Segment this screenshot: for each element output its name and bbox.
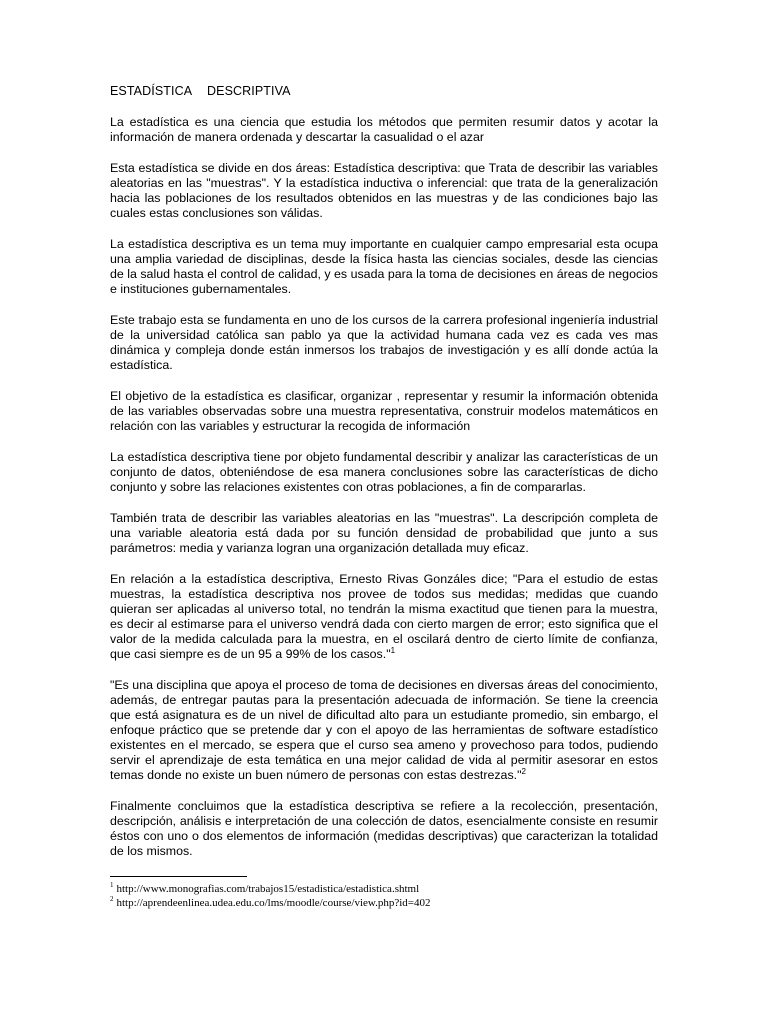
paragraph <box>110 237 658 297</box>
paragraph-text: "Es una disciplina que apoya el proceso de toma de decisiones en diversas áreas del conocimiento, además, de entregar pautas para la presentación adecuada de información. Se tiene la creencia que está asignatura es de un nivel de dificultad alto para un estudiante promedio, sin embargo, el enfoque práctico que se pretende dar y con el apoyo de las herramientas de software estadístico existentes en el mercado, se espera que el curso sea ameno y provechoso para todos, pudiendo servir el aprendizaje de esta temática en una mejor calidad de vida al permitir asesorar en estos temas donde no existe un buen número de personas con estas destrezas." <box>110 678 658 782</box>
document-title: ESTADÍSTICA DESCRIPTIVA <box>110 84 291 98</box>
paragraph <box>110 313 658 373</box>
paragraph-text: Este trabajo esta se fundamenta en uno de los cursos de la carrera profesional ingeniería industrial de la universidad católica san pablo ya que la actividad humana cada vez es cada ves mas dinámica y compleja donde están inmersos los trabajos de investigación y es allí donde actúa la estadística. <box>110 313 658 372</box>
footnotes-section <box>110 876 658 910</box>
footnote-marker[interactable]: 1 <box>390 645 396 655</box>
paragraph-text: Esta estadística se divide en dos áreas: Estadística descriptiva: que Trata de describir las variables aleatorias en las "muestras". Y la estadística inductiva o inferencial: que trata de la generalización hacia las poblaciones de los resultados obtenidos en las muestras y de las condiciones bajo las cuales estas conclusiones son válidas. <box>110 161 658 220</box>
footnote-link[interactable]: http://aprendeenlinea.udea.edu.co/lms/moodle/course/view.php?id=402 <box>116 897 431 909</box>
footnote-separator <box>110 876 247 877</box>
paragraph <box>110 389 658 434</box>
document-body <box>110 84 658 875</box>
footnote-number: 2 <box>110 895 114 904</box>
paragraph-with-footnote <box>110 572 658 662</box>
paragraph-text: Finalmente concluimos que la estadística descriptiva se refiere a la recolección, presentación, descripción, análisis e interpretación de una colección de datos, esencialmente consiste en resumir éstos con uno o dos elementos de información (medidas descriptivas) que caracterizan la totalidad de los mismos. <box>110 799 658 858</box>
paragraph-text: La estadística descriptiva tiene por objeto fundamental describir y analizar las características de un conjunto de datos, obteniéndose de esa manera conclusiones sobre las características de dicho conjunto y sobre las relaciones existentes con otras poblaciones, a fin de compararlas. <box>110 450 658 494</box>
paragraph-text: En relación a la estadística descriptiva, Ernesto Rivas Gonzáles dice; "Para el estudio de estas muestras, la estadística descriptiva nos provee de todos sus medidas; medidas que cuando quieran ser aplicadas al universo total, no tendrán la misma exactitud que tienen para la muestra, es decir al estimarse para el universo vendrá dada con cierto margen de error; esto significa que el valor de la medida calculada para la muestra, en el oscilará dentro de cierto límite de confianza, que casi siempre es de un 95 a 99% de los casos." <box>110 572 658 661</box>
footnote-item <box>110 882 658 896</box>
paragraph <box>110 161 658 221</box>
paragraph-text: El objetivo de la estadística es clasificar, organizar , representar y resumir la información obtenida de las variables observadas sobre una muestra representativa, construir modelos matemáticos en relación con las variables y estructurar la recogida de información <box>110 389 658 433</box>
paragraph <box>110 450 658 495</box>
paragraph <box>110 799 658 859</box>
paragraph-text: También trata de describir las variables aleatorias en las "muestras". La descripción completa de una variable aleatoria está dada por su función densidad de probabilidad que junto a sus parámetros: media y varianza logran una organización detallada muy eficaz. <box>110 511 658 555</box>
paragraph <box>110 115 658 145</box>
paragraph-text: La estadística descriptiva es un tema muy importante en cualquier campo empresarial esta ocupa una amplia variedad de disciplinas, desde la física hasta las ciencias sociales, desde las ciencias de la salud hasta el control de calidad, y es usada para la toma de decisiones en áreas de negocios e instituciones gubernamentales. <box>110 237 658 296</box>
footnote-link[interactable]: http://www.monografias.com/trabajos15/estadistica/estadistica.shtml <box>116 883 420 895</box>
paragraph-with-footnote <box>110 678 658 783</box>
paragraph <box>110 511 658 556</box>
footnote-number: 1 <box>110 881 114 890</box>
footnote-marker[interactable]: 2 <box>521 766 526 776</box>
paragraph-text: La estadística es una ciencia que estudia los métodos que permiten resumir datos y acotar la información de manera ordenada y descartar la casualidad o el azar <box>110 115 658 144</box>
footnote-item <box>110 896 658 910</box>
